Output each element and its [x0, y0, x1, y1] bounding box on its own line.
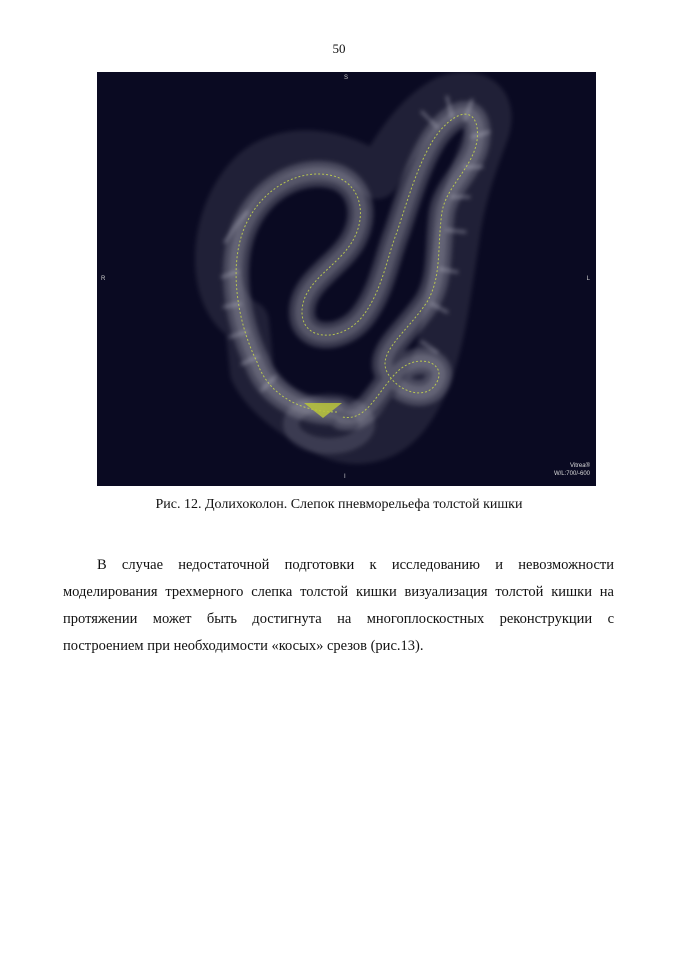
- vitrea-watermark: [554, 462, 590, 478]
- orientation-inferior-label: I: [344, 474, 346, 480]
- orientation-superior-label: S: [344, 75, 349, 81]
- page-number: 50: [332, 41, 346, 56]
- colon-rendering: [97, 72, 596, 486]
- colon-3d-reconstruction-image: [97, 72, 596, 486]
- figure-caption: Рис. 12. Долихоколон. Слепок пневморельефа толстой кишки: [155, 497, 523, 512]
- body-paragraph: В случае недостаточной подготовки к исследованию и невозможности моделирования трехмерного слепка толстой кишки визуализация толстой кишки на протяжении может быть достигнута на многоплоскостных реконструкции с построением при необходимости «косых» срезов (рис.13).: [63, 557, 614, 654]
- orientation-right-label: R: [101, 276, 106, 282]
- orientation-left-label: L: [586, 276, 590, 282]
- watermark-product: Vitrea®: [570, 463, 590, 469]
- watermark-window-level: W/L:700/-600: [553, 471, 590, 477]
- colon-tissue: [217, 94, 490, 446]
